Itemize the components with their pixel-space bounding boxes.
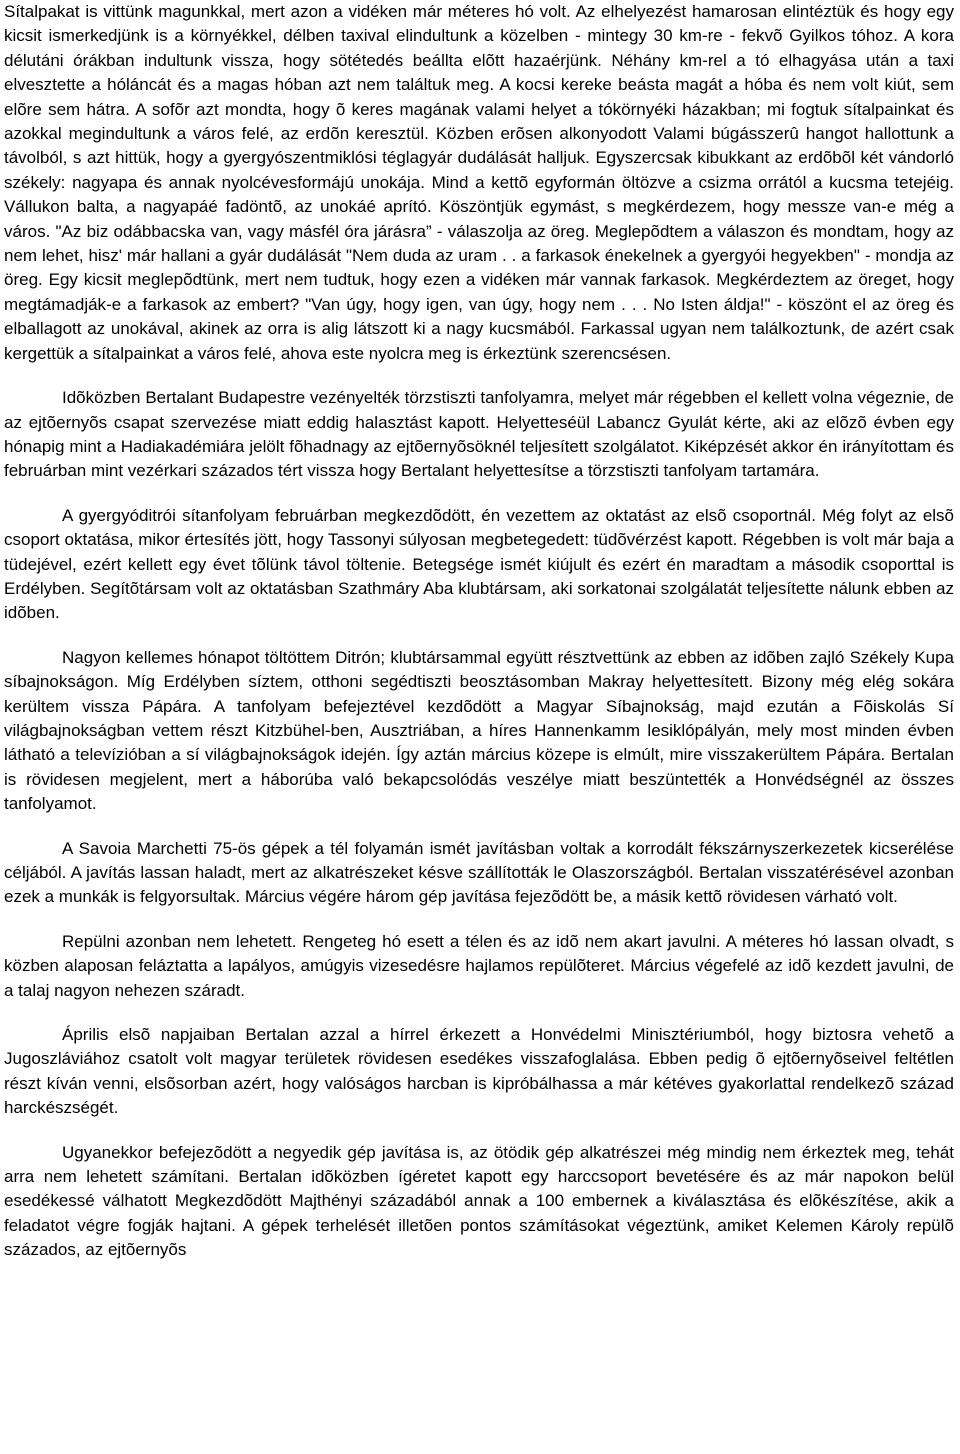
paragraph-april-news: Április elsõ napjaiban Bertalan azzal a hírrel érkezett a Honvédelmi Minisztériumból, hogy biztosra vehetõ a Jugoszláviához csatolt volt magyar területek rövidesen esedékes visszafoglalása. Ebben pedig õ ejtõernyõseivel feltétlen részt kíván venni, elsõsorban azért, hogy valóságos harcban is kipróbálhassa a már kétéves gyakorlattal rendelkezõ század harckészségét. <box>4 1025 954 1118</box>
paragraph-gyergyoditro-course: A gyergyóditrói sítanfolyam februárban megkezdõdött, én vezettem az oktatást az elsõ csoportnál. Még folyt az elsõ csoport oktatása, mikor értesítés jött, hogy Tassonyi súlyosan megbetegedett: tüdõvérzést kapott. Régebben is volt már baja a tüdejével, ezért kellett egy évet tõlünk távol töltenie. Betegsége ismét kiújult és ezért én maradtam a második csoporttal is Erdélyben. Segítõtársam volt az oktatásban Szathmáry Aba klubtársam, aki sorkatonai szolgálatát teljesítette nálunk ebben az idõben. <box>4 505 954 623</box>
paragraph-flying-weather: Repülni azonban nem lehetett. Rengeteg hó esett a télen és az idõ nem akart javulni. A méteres hó lassan olvadt, s közben alaposan feláztatta a lapályos, amúgyis vizesedésre hajlamos repülõteret. Március végefelé az idõ kezdett javulni, de a talaj nagyon nehezen száradt. <box>4 931 954 1000</box>
paragraph-fourth-plane: Ugyanekkor befejezõdött a negyedik gép javítása is, az ötödik gép alkatrészei még mindig nem érkeztek meg, tehát arra nem lehetett számítani. Bertalan idõközben ígéretet kapott egy harccsoport bevetésére és az már napokon belül esedékessé válhatott Megkezdõdött Majthényi századából annak a 100 embernek a kiválasztása és elõkészítése, akik a feladatot végre fogják hajtani. A gépek terhelését illetõen pontos számításokat végeztünk, amiket Kelemen Károly repülõ százados, az ejtõernyõs <box>4 1142 954 1260</box>
document-page <box>4 0 954 1283</box>
paragraph-arrival-gyilkos-to: Sítalpakat is vittünk magunkkal, mert azon a vidéken már méteres hó volt. Az elhelyezést hamarosan elintéztük és hogy egy kicsit ismerkedjünk is a környékkel, délben taxival elindultunk a közelben - mintegy 30 km-re - fekvõ Gyilkos tóhoz. A kora délutáni órákban indultunk vissza, hogy sötétedés beállta elõtt hazaérjünk. Néhány km-rel a tó elhagyása után a taxi elvesztette a hóláncát és a magas hóban azt nem találtuk meg. A kocsi kereke beásta magát a hóba és nem volt kiút, sem elõre sem hátra. A sofõr azt mondta, hogy õ keres magának valami helyet a tókörnyéki házakban; mi fogtuk sítalpainkat és azokkal megindultunk a város felé, az erdõn keresztül. Közben erõsen alkonyodott Valami búgásszerû hangot hallottunk a távolból, s azt hittük, hogy a gyergyószentmiklósi téglagyár dudálását halljuk. Egyszercsak kibukkant az erdõbõl két vándorló székely: nagyapa és annak nyolcévesformájú unokája. Mind a kettõ egyformán öltözve a csizma orrától a kucsma tetejéig. Vállukon balta, a nagyapáé fadöntõ, az unokáé aprító. Köszöntjük egymást, s megkérdezem, hogy messze van-e még a város. "Az biz odábbacska van, vagy másfél óra járásra” - válaszolja az öreg. Meglepõdtem a válaszon és mondtam, hogy az nem lehet, hisz' már hallani a gyár dudálását "Nem duda az uram . . a farkasok énekelnek a gyergyói hegyekben" - mondja az öreg. Egy kicsit meglepõdtünk, mert nem tudtuk, hogy ezen a vidéken már vannak farkasok. Megkérdeztem az öreget, hogy megtámadják-e a farkasok az embert? "Van úgy, hogy igen, van úgy, hogy nem . . . No Isten áldja!" - köszönt el az öreg és elballagott az unokával, akinek az orra is alig látszott ki a nagy kucsmából. Farkassal ugyan nem találkoztunk, de azért csak kergettük a sítalpainkat a város felé, ahova este nyolcra meg is érkeztünk szerencsésen. <box>4 2 954 363</box>
paragraph-ditro-month: Nagyon kellemes hónapot töltöttem Ditrón; klubtársammal együtt résztvettünk az ebben az idõben zajló Székely Kupa síbajnokságon. Míg Erdélyben síztem, otthoni segédtiszti beosztásomban Makray helyettesített. Bizony még elég sokára kerültem vissza Pápára. A tanfolyam befejeztével kezdõdött a Magyar Síbajnokság, majd ezután a Fõiskolás Sí világbajnokságban vettem részt Kitzbühel-ben, Ausztriában, a híres Hannenkamm lesiklópályán, mely most minden évben látható a televízióban a sí világbajnokságok idején. Így aztán március közepe is elmúlt, mire visszakerültem Pápára. Bertalan is rövidesen megjelent, mert a háborúba való bekapcsolódás veszélye miatt beszüntették a Honvédségnél az összes tanfolyamot. <box>4 647 954 814</box>
paragraph-bertalant-budapest: Idõközben Bertalant Budapestre vezényelték törzstiszti tanfolyamra, melyet már régebben el kellett volna végeznie, de az ejtõernyõs csapat szervezése miatt eddig halasztást kapott. Helyetteséül Labancz Gyulát kérte, aki az elõzõ évben egy hónapig mint a Hadiakadémiára jelölt fõhadnagy az ejtõernyõsöknél teljesített szolgálatot. Kiképzését akkor én irányítottam és februárban mint vezérkari százados tért vissza hogy Bertalant helyettesítse a törzstiszti tanfolyam tartamára. <box>4 388 954 481</box>
paragraph-savoia-marchetti: A Savoia Marchetti 75-ös gépek a tél folyamán ismét javításban voltak a korrodált fékszárnyszerkezetek kicserélése céljából. A javítás lassan haladt, mert az alkatrészeket késve szállították le Olaszországból. Bertalan visszatérésével azonban ezek a munkák is felgyorsultak. Március végére három gép javítása fejezõdött be, a másik kettõ rövidesen várható volt. <box>4 838 954 907</box>
